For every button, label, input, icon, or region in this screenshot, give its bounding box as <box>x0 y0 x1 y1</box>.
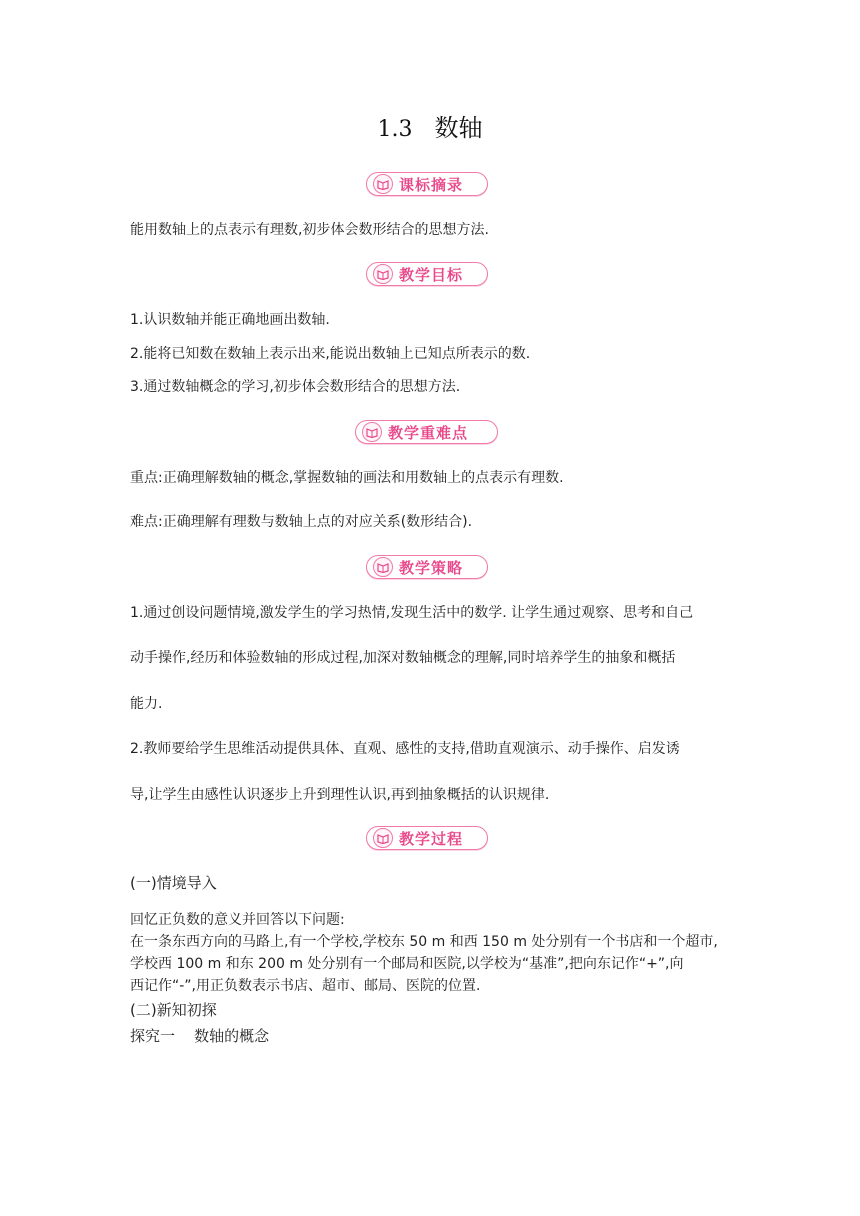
problem-line: 西记作“-”,用正负数表示书店、超市、邮局、医院的位置. <box>130 978 481 994</box>
process-intro: 回忆正负数的意义并回答以下问题: <box>130 912 345 928</box>
focus-text: 重点:正确理解数轴的概念,掌握数轴的画法和用数轴上的点表示有理数. <box>130 470 564 486</box>
badge-label: 教学重难点 <box>388 423 469 442</box>
badge-label: 教学过程 <box>399 829 464 848</box>
book-icon <box>362 422 382 442</box>
problem-line: 学校西 100 m 和东 200 m 处分别有一个邮局和医院,以学校为“基准”,把向东记作“+”,向 <box>130 956 684 972</box>
page-title <box>0 108 860 143</box>
strategy-line: 能力. <box>130 696 163 712</box>
standard-text: 能用数轴上的点表示有理数,初步体会数形结合的思想方法. <box>130 222 489 238</box>
section-badge-process <box>366 826 488 850</box>
goal-item: 3.通过数轴概念的学习,初步体会数形结合的思想方法. <box>130 379 461 395</box>
section-badge-strategy <box>366 555 488 579</box>
strategy-line: 1.通过创设问题情境,激发学生的学习热情,发现生活中的数学. 让学生通过观察、思考和自己 <box>130 605 694 621</box>
book-icon <box>373 264 393 284</box>
strategy-line: 2.教师要给学生思维活动提供具体、直观、感性的支持,借助直观演示、动手操作、启发诱 <box>130 741 680 757</box>
goal-item: 1.认识数轴并能正确地画出数轴. <box>130 312 330 328</box>
book-icon <box>373 557 393 577</box>
badge-label: 教学策略 <box>399 558 464 577</box>
part2-heading: (二)新知初探 <box>130 1001 217 1019</box>
book-icon <box>373 174 393 194</box>
strategy-line: 动手操作,经历和体验数轴的形成过程,加深对数轴概念的理解,同时培养学生的抽象和概括 <box>130 650 676 666</box>
section-badge-goals <box>366 262 488 286</box>
section-badge-standard <box>366 172 488 196</box>
book-icon <box>373 828 393 848</box>
section-number: 1.3 <box>377 117 413 142</box>
problem-line: 在一条东西方向的马路上,有一个学校,学校东 50 m 和西 150 m 处分别有一个书店和一个超市, <box>130 934 718 950</box>
strategy-line: 导,让学生由感性认识逐步上升到理性认识,再到抽象概括的认识规律. <box>130 787 550 803</box>
section-badge-keypoints <box>355 420 498 444</box>
difficulty-text: 难点:正确理解有理数与数轴上点的对应关系(数形结合). <box>130 514 473 530</box>
badge-label: 课标摘录 <box>399 175 464 194</box>
explore-heading: 探究一 数轴的概念 <box>130 1027 270 1045</box>
badge-label: 教学目标 <box>399 265 464 284</box>
section-title: 数轴 <box>434 114 483 142</box>
part1-heading: (一)情境导入 <box>130 874 217 892</box>
goal-item: 2.能将已知数在数轴上表示出来,能说出数轴上已知点所表示的数. <box>130 346 531 362</box>
